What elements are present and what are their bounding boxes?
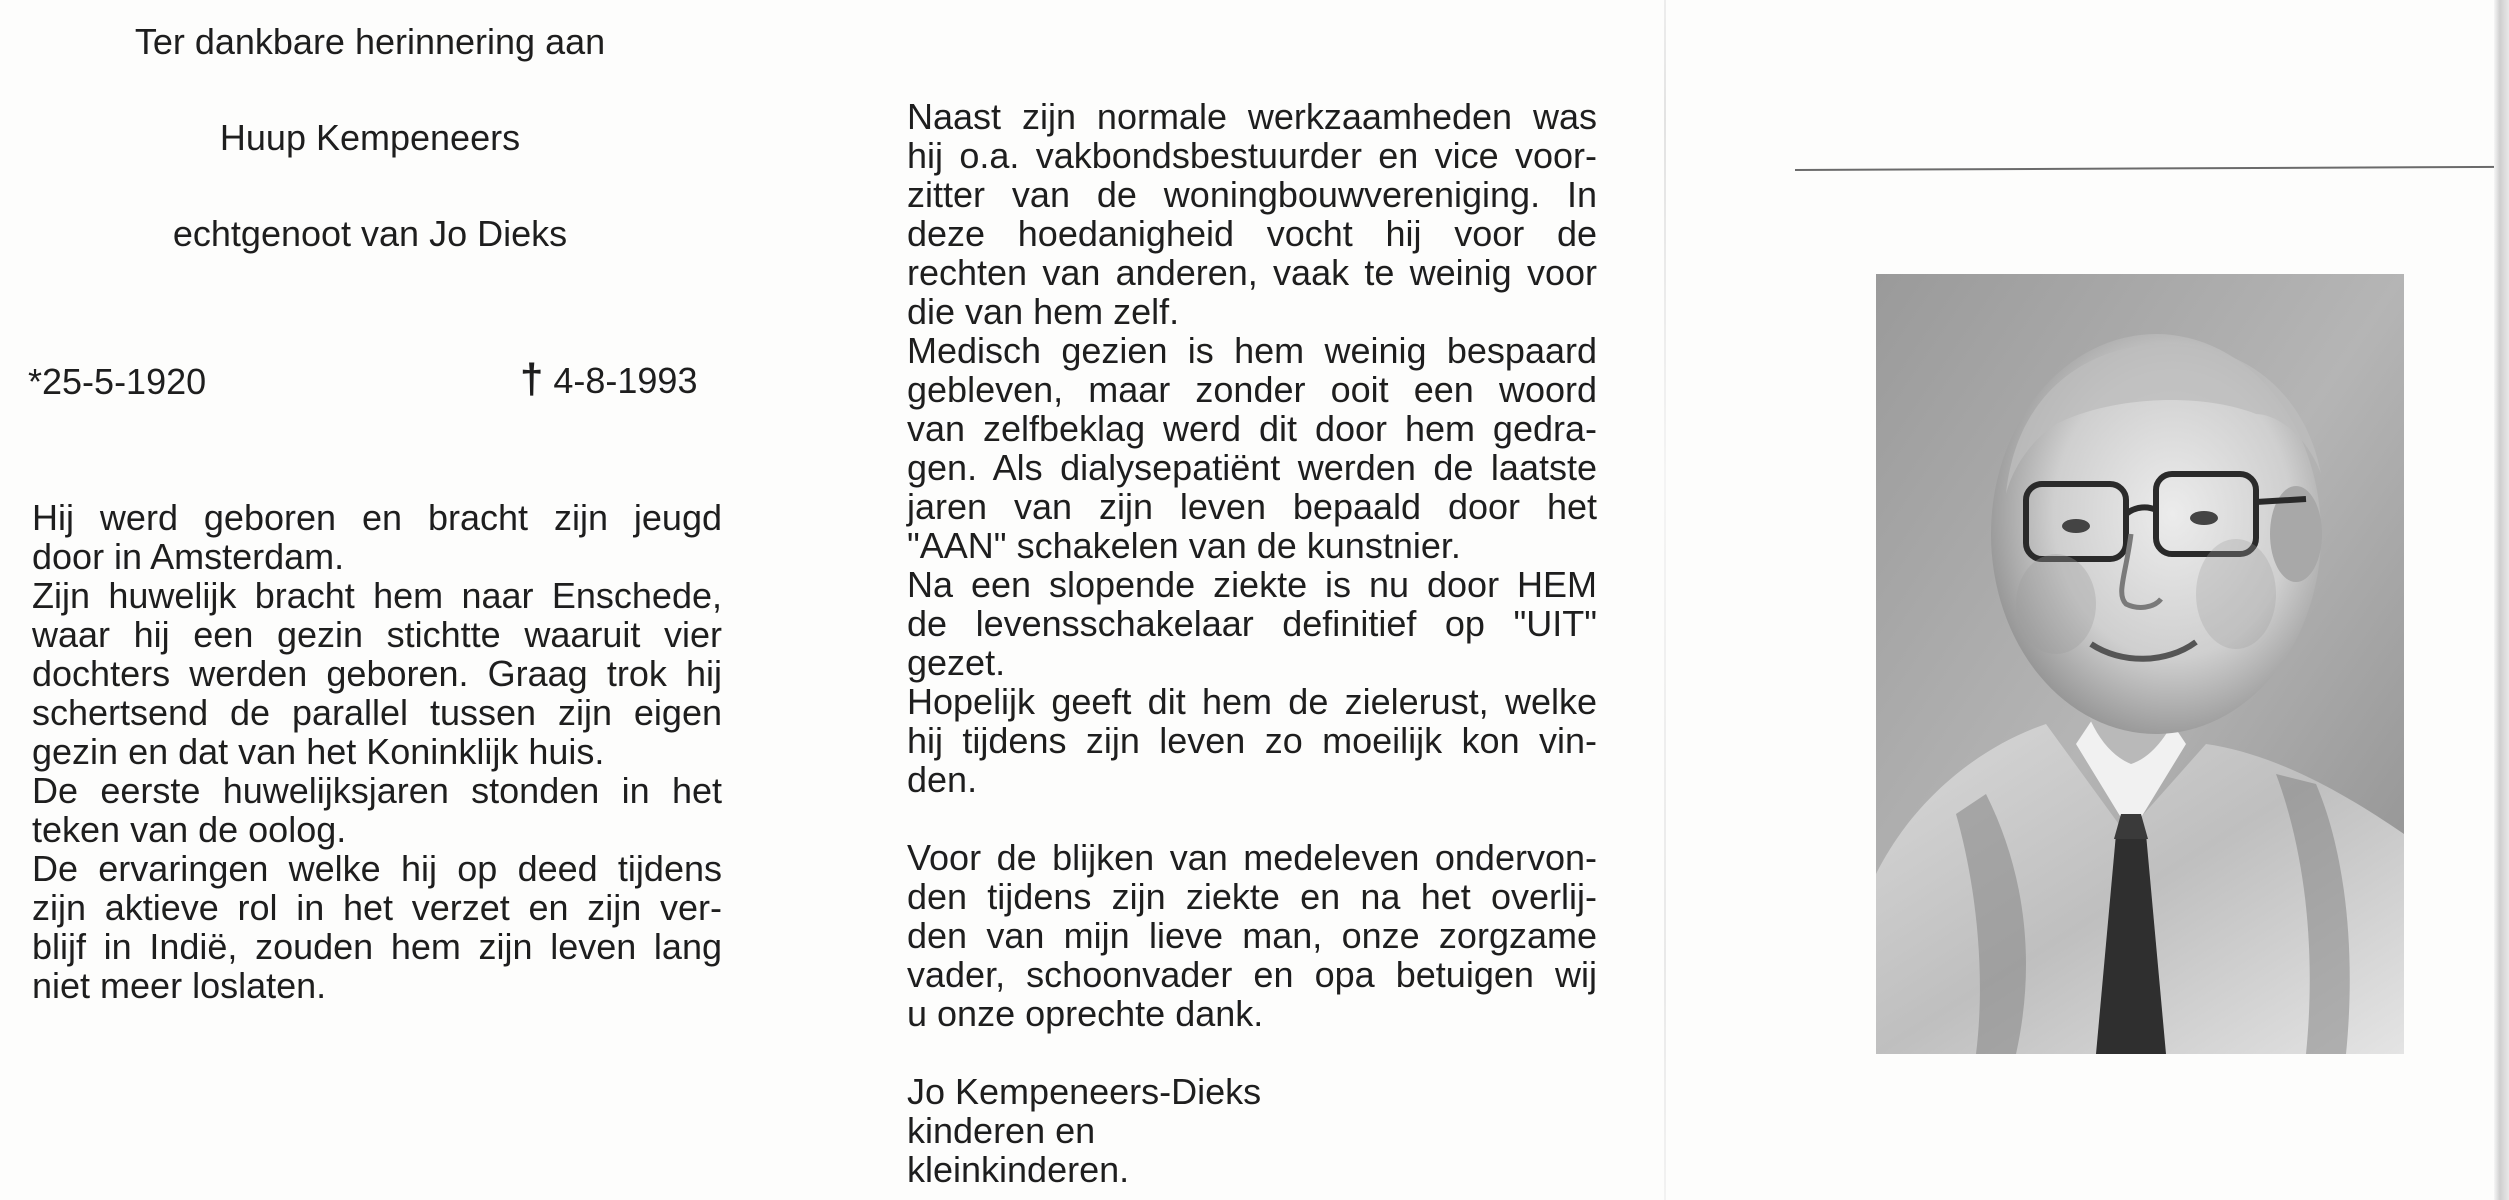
biography-paragraph bbox=[907, 97, 1597, 799]
text-line: gezin en dat van het Koninklijk huis. bbox=[32, 731, 605, 772]
thanks-paragraph bbox=[907, 838, 1597, 1033]
signature-line: kleinkinderen. bbox=[907, 1149, 1130, 1190]
text-line: rechten van anderen, vaak te weinig voor bbox=[907, 252, 1597, 293]
cross-icon: † bbox=[520, 355, 544, 402]
text-line: gen. Als dialysepatiënt werden de laatste bbox=[907, 447, 1597, 488]
dedication-intro: Ter dankbare herinnering aan bbox=[134, 21, 606, 62]
death-date-block bbox=[520, 355, 698, 402]
text-line: "AAN" schakelen van de kunstnier. bbox=[907, 525, 1461, 566]
text-line: Hij werd geboren en bracht zijn jeugd bbox=[32, 497, 722, 538]
text-line: niet meer loslaten. bbox=[32, 965, 327, 1006]
deceased-name: Huup Kempeneers bbox=[219, 117, 521, 158]
text-line: gebleven, maar zonder ooit een woord bbox=[907, 369, 1597, 410]
text-line: hij tijdens zijn leven zo moeilijk kon vin- bbox=[907, 720, 1597, 761]
text-line: Voor de blijken van medeleven ondervon- bbox=[907, 837, 1597, 878]
spouse-line: echtgenoot van Jo Dieks bbox=[172, 213, 568, 254]
text-line: De eerste huwelijksjaren stonden in het bbox=[32, 770, 722, 811]
biography-left-column bbox=[32, 498, 722, 1005]
text-line: Hopelijk geeft dit hem de zielerust, welke bbox=[907, 681, 1597, 722]
signature-line: kinderen en bbox=[907, 1110, 1096, 1151]
text-line: de levensschakelaar definitief op "UIT" bbox=[907, 603, 1597, 644]
text-line: die van hem zelf. bbox=[907, 291, 1180, 332]
portrait-photo-icon bbox=[1876, 274, 2404, 1054]
text-line: blijf in Indië, zouden hem zijn leven lang bbox=[32, 926, 722, 967]
text-line: zitter van de woningbouwvereniging. In bbox=[907, 174, 1597, 215]
death-date: 4-8-1993 bbox=[553, 360, 698, 401]
text-line: gezet. bbox=[907, 642, 1006, 683]
text-line: teken van de oolog. bbox=[32, 809, 347, 850]
text-line: waar hij een gezin stichtte waaruit vier bbox=[32, 614, 722, 655]
text-line: hij o.a. vakbondsbestuurder en vice voor- bbox=[907, 135, 1597, 176]
text-line: zijn aktieve rol in het verzet en zijn ver- bbox=[32, 887, 722, 928]
text-line: jaren van zijn leven bepaald door het bbox=[907, 486, 1597, 527]
text-line: vader, schoonvader en opa betuigen wij bbox=[907, 954, 1597, 995]
text-line: Na een slopende ziekte is nu door HEM bbox=[907, 564, 1597, 605]
text-line: den tijdens zijn ziekte en na het overlij- bbox=[907, 876, 1597, 917]
text-line: van zelfbeklag werd dit door hem gedra- bbox=[907, 408, 1597, 449]
card-fold-line bbox=[1664, 0, 1666, 1200]
text-line: Naast zijn normale werkzaamheden was bbox=[907, 96, 1597, 137]
biography-middle-column bbox=[907, 97, 1597, 1189]
scan-right-edge bbox=[2494, 0, 2509, 1200]
text-line: schertsend de parallel tussen zijn eigen bbox=[32, 692, 722, 733]
portrait-photo bbox=[1876, 274, 2404, 1054]
text-line: dochters werden geboren. Graag trok hij bbox=[32, 653, 722, 694]
text-line: Zijn huwelijk bracht hem naar Enschede, bbox=[32, 575, 722, 616]
paper-edge-line bbox=[1795, 166, 2507, 171]
signature-line: Jo Kempeneers-Dieks bbox=[907, 1071, 1262, 1112]
text-line: u onze oprechte dank. bbox=[907, 993, 1264, 1034]
text-line: deze hoedanigheid vocht hij voor de bbox=[907, 213, 1597, 254]
text-line: door in Amsterdam. bbox=[32, 536, 345, 577]
text-line: Medisch gezien is hem weinig bespaard bbox=[907, 330, 1597, 371]
birth-date: *25-5-1920 bbox=[28, 361, 207, 402]
signature-block bbox=[907, 1072, 1597, 1189]
text-line: De ervaringen welke hij op deed tijdens bbox=[32, 848, 722, 889]
text-line: den van mijn lieve man, onze zorgzame bbox=[907, 915, 1597, 956]
text-line: den. bbox=[907, 759, 978, 800]
